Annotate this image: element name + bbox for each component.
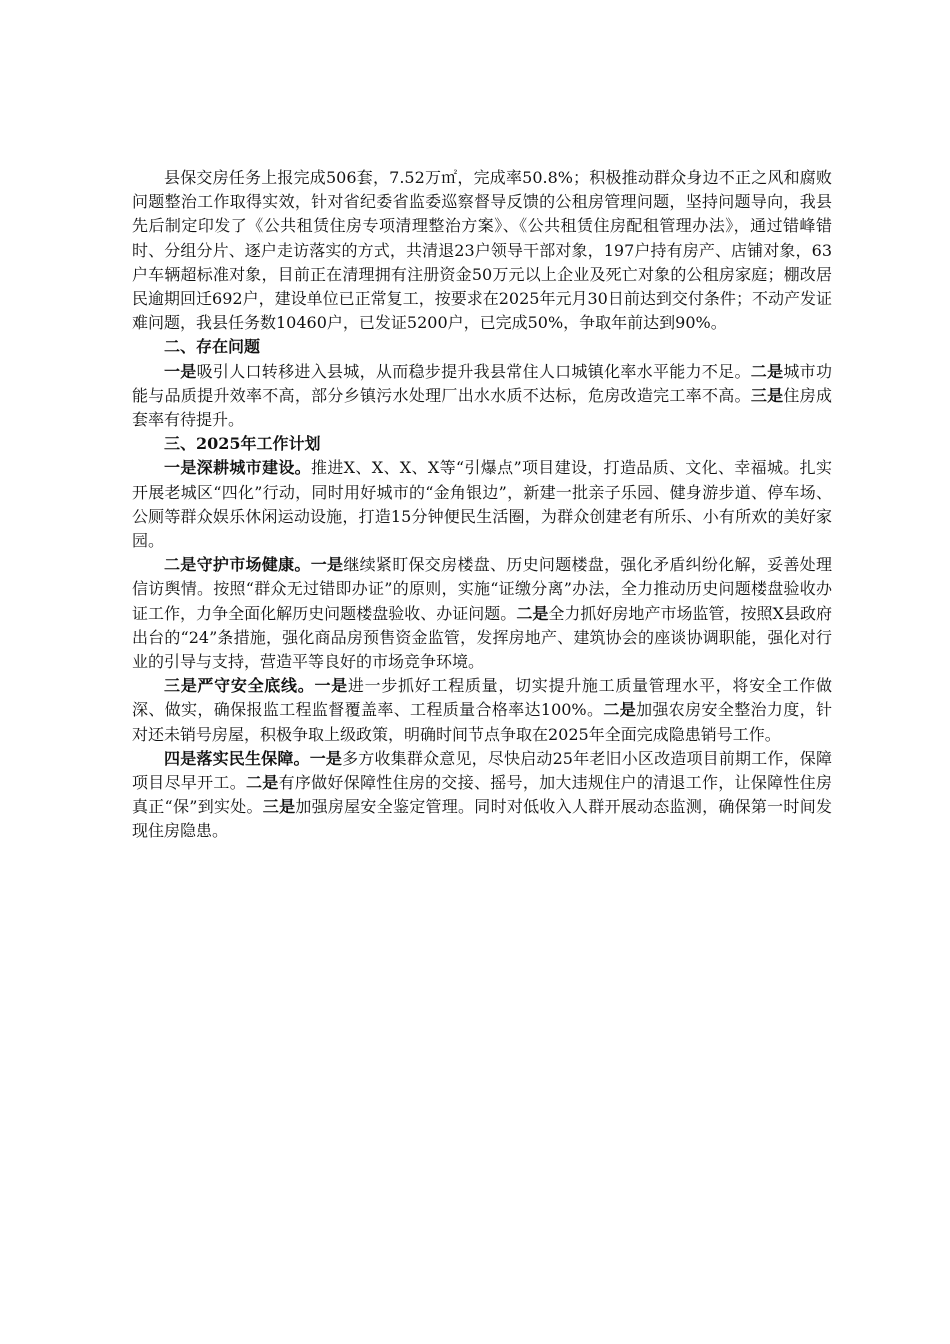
- text-run: 有序做好保障性住房的交接、摇号，加大违规住户的清退工作，让保障性住房真正“保”到实处。: [132, 773, 832, 817]
- text-run: 推进X、X、X、X等“引爆点”项目建设，打造品质、文化、幸福城。扎实开展老城区“四化”行动，同时用好城市的“金角银边”，新建一批亲子乐园、健身游步道、停车场、公厕等群众娱乐休闲运动设施，打造15分钟便民生活圈，为群众创建老有所乐、小有所欢的美好家园。: [132, 458, 832, 551]
- text-run: 住房成套率有待提升。: [132, 385, 832, 430]
- text-run: 继续紧盯保交房楼盘、历史问题楼盘，强化矛盾纠纷化解，妥善处理信访舆情。按照“群众无过错即办证”的原则，实施“证缴分离”办法，全力推动历史问题楼盘验收办证工作，力争全面化解历史问题楼盘验收、办证问题。: [132, 555, 832, 623]
- bold-run: 一是: [310, 555, 344, 575]
- text-run: 加强房屋安全鉴定管理。同时对低收入人群开展动态监测，确保第一时间发现住房隐患。: [132, 797, 832, 841]
- bold-run: 一是深耕城市建设。: [164, 458, 312, 478]
- body-paragraph: [132, 360, 832, 433]
- bold-run: 三是: [262, 797, 296, 817]
- bold-run: 二是: [516, 603, 549, 623]
- body-paragraph: [132, 553, 832, 674]
- section-heading: [132, 335, 832, 359]
- body-paragraph: [132, 674, 832, 747]
- text-run: 加强农房安全整治力度，针对还未销号房屋，积极争取上级政策，明确时间节点争取在2025年全面完成隐患销号工作。: [132, 700, 832, 744]
- body-paragraph: [132, 747, 832, 844]
- bold-run: 四是落实民生保障。: [164, 748, 310, 768]
- bold-run: 二是: [246, 773, 279, 793]
- section-heading: [132, 432, 832, 456]
- body-paragraph: [132, 456, 832, 553]
- bold-run: 二、存在问题: [164, 337, 261, 357]
- bold-run: 三是严守安全底线。: [164, 676, 315, 696]
- bold-run: 二是: [750, 361, 784, 381]
- text-run: 多方收集群众意见，尽快启动25年老旧小区改造项目前期工作，保障项目尽早开工。: [132, 748, 832, 793]
- bold-run: 二是守护市场健康。: [164, 555, 311, 575]
- bold-run: 三是: [750, 385, 784, 405]
- text-run: 城市功能与品质提升效率不高，部分乡镇污水处理厂出水水质不达标，危房改造完工率不高。: [132, 361, 832, 405]
- bold-run: 一是: [164, 361, 197, 381]
- text-run: 全力抓好房地产市场监管，按照X县政府出台的“24”条措施，强化商品房预售资金监管，发挥房地产、建筑协会的座谈协调职能，强化对行业的引导与支持，营造平等良好的市场竞争环境。: [132, 603, 832, 672]
- body-paragraph: [132, 166, 832, 335]
- document-body: [132, 166, 832, 844]
- text-run: 进一步抓好工程质量，切实提升施工质量管理水平，将安全工作做深、做实，确保报监工程监督覆盖率、工程质量合格率达100%。: [132, 676, 832, 720]
- bold-run: 二是: [603, 700, 637, 720]
- text-run: 吸引人口转移进入县城，从而稳步提升我县常住人口城镇化率水平能力不足。: [196, 361, 751, 381]
- bold-run: 三、2025年工作计划: [164, 434, 321, 454]
- text-run: 县保交房任务上报完成506套，7.52万㎡，完成率50.8%；积极推动群众身边不正之风和腐败问题整治工作取得实效，针对省纪委省监委巡察督导反馈的公租房管理问题，坚持问题导向，我县先后制定印发了《公共租赁住房专项清理整治方案》、《公共租赁住房配租管理办法》，通过错峰错时、分组分片、逐户走访落实的方式，共清退23户领导干部对象，197户持有房产、店铺对象，63户车辆超标准对象，目前正在清理拥有注册资金50万元以上企业及死亡对象的公租房家庭；棚改居民逾期回迁692户，建设单位已正常复工，按要求在2025年元月30日前达到交付条件；不动产发证难问题，我县任务数10460户，已发证5200户，已完成50%，争取年前达到90%。: [132, 168, 832, 333]
- bold-run: 一是: [309, 748, 343, 768]
- bold-run: 一是: [314, 676, 348, 696]
